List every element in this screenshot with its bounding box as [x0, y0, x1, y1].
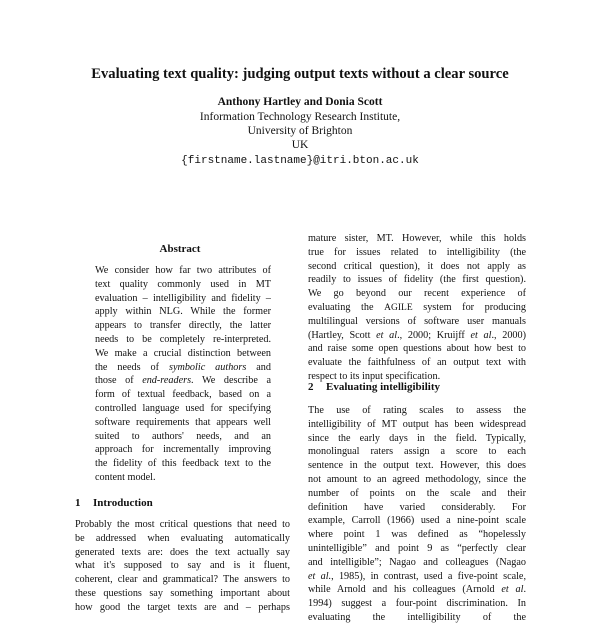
body-line: where point 1 was defined as “hopelessly — [308, 529, 526, 541]
body-line: et al., 1985), in contrast, used a five-point scale, — [308, 570, 526, 582]
body-line: second critical question), it does not apply as — [308, 260, 526, 272]
abstract-line: suited to authors' needs, and an — [95, 430, 271, 442]
intro-line: generated texts are: does the text actually say — [75, 546, 290, 558]
abstract-body — [95, 264, 271, 485]
introduction-body — [75, 518, 290, 615]
body-line: unintelligible” and point 9 as “perfectly clear — [308, 542, 526, 554]
body-line: true for issues related to intelligibility (the — [308, 246, 526, 258]
body-line: readily to issues of fidelity (the first question). — [308, 274, 526, 286]
body-line: (Hartley, Scott et al., 2000; Kruijff et al., 2000) — [308, 329, 526, 341]
intro-line: be addressed when evaluating automatically — [75, 532, 290, 544]
body-line: and raise some open questions about how best to — [308, 343, 526, 355]
section-heading-evaluating-intelligibility: 2 Evaluating intelligibility — [308, 381, 440, 393]
body-line: We go beyond our recent experience of — [308, 288, 526, 300]
abstract-line: approach for incrementally improving — [95, 444, 271, 456]
intelligibility-body — [308, 404, 526, 625]
abstract-line: those of end-readers. We describe a — [95, 375, 271, 387]
body-line: respect to its input specification. — [308, 370, 441, 382]
body-line: sentence in the output text. However, this does — [308, 460, 526, 472]
abstract-line: evaluation – intelligibility and fidelity – — [95, 292, 271, 304]
abstract-line: apply within NLG. While the former — [95, 306, 271, 318]
body-line: mature sister, MT. However, while this holds — [308, 233, 526, 244]
body-line: 1994) suggest a four-point discrimination. In — [308, 598, 526, 610]
paper-title: Evaluating text quality: judging output texts without a clear source — [91, 66, 509, 82]
abstract-line: the needs of symbolic authors and — [95, 361, 271, 373]
abstract-line: software requirements that appears well — [95, 416, 271, 428]
body-line: definition have varied considerably. For — [308, 501, 526, 513]
body-line: multilingual versions of software user manuals — [308, 315, 526, 327]
abstract-line: needs to be completely re-interpreted. — [95, 333, 271, 345]
affiliation-line-1: Information Technology Research Institute, — [199, 111, 401, 123]
intro-line: these questions say something important about — [75, 587, 290, 599]
section-heading-introduction: 1 Introduction — [75, 497, 153, 509]
right-column-intro-continued — [308, 232, 526, 384]
abstract-line: We consider how far two attributes of — [95, 265, 271, 276]
abstract-line: appears to transfer directly, the latter — [95, 320, 271, 332]
abstract-heading: Abstract — [159, 243, 201, 255]
author-email: {firstname.lastname}@itri.bton.ac.uk — [181, 155, 419, 167]
body-line: intelligibility of MT output has been widespread — [308, 418, 526, 430]
affiliation-line-3: UK — [291, 139, 309, 151]
body-line: evaluating the AGILE system for producing — [308, 301, 526, 313]
body-line: The use of rating scales to assess the — [308, 405, 526, 416]
body-line: example, Carroll (1966) used a nine-point scale — [308, 515, 526, 527]
abstract-line: text quality commonly used in MT — [95, 278, 271, 290]
body-line: number of points on the scale and their — [308, 487, 526, 499]
intro-line: how good the target texts are and – perhaps — [75, 601, 290, 613]
abstract-line: form of textual feedback, based on a — [95, 389, 271, 401]
body-line: and intelligible”; Nagao and colleagues (Nagao — [308, 556, 526, 568]
paper-authors: Anthony Hartley and Donia Scott — [217, 96, 383, 108]
abstract-line: the fidelity of this feedback text to the — [95, 458, 271, 470]
abstract-line: controlled language used for specifying — [95, 402, 271, 414]
affiliation-line-2: University of Brighton — [247, 125, 353, 137]
body-line: evaluate the faithfulness of an output text with — [308, 357, 526, 369]
intro-line: what it's supposed to say and is it fluent, — [75, 560, 290, 572]
body-line: monolingual raters assign a score to each — [308, 446, 526, 458]
body-line: evaluating the intelligibility of the — [308, 611, 526, 623]
abstract-line: content model. — [95, 471, 156, 483]
intro-line: coherent, clear and grammatical? The answers to — [75, 574, 290, 586]
body-line: while Arnold and his colleagues (Arnold et al. — [308, 584, 526, 596]
abstract-line: We make a crucial distinction between — [95, 347, 271, 359]
body-line: not amount to an agreed methodology, since the — [308, 473, 526, 485]
body-line: since the early days in the field. Typically, — [308, 432, 526, 444]
intro-line: Probably the most critical questions that need to — [75, 519, 290, 530]
